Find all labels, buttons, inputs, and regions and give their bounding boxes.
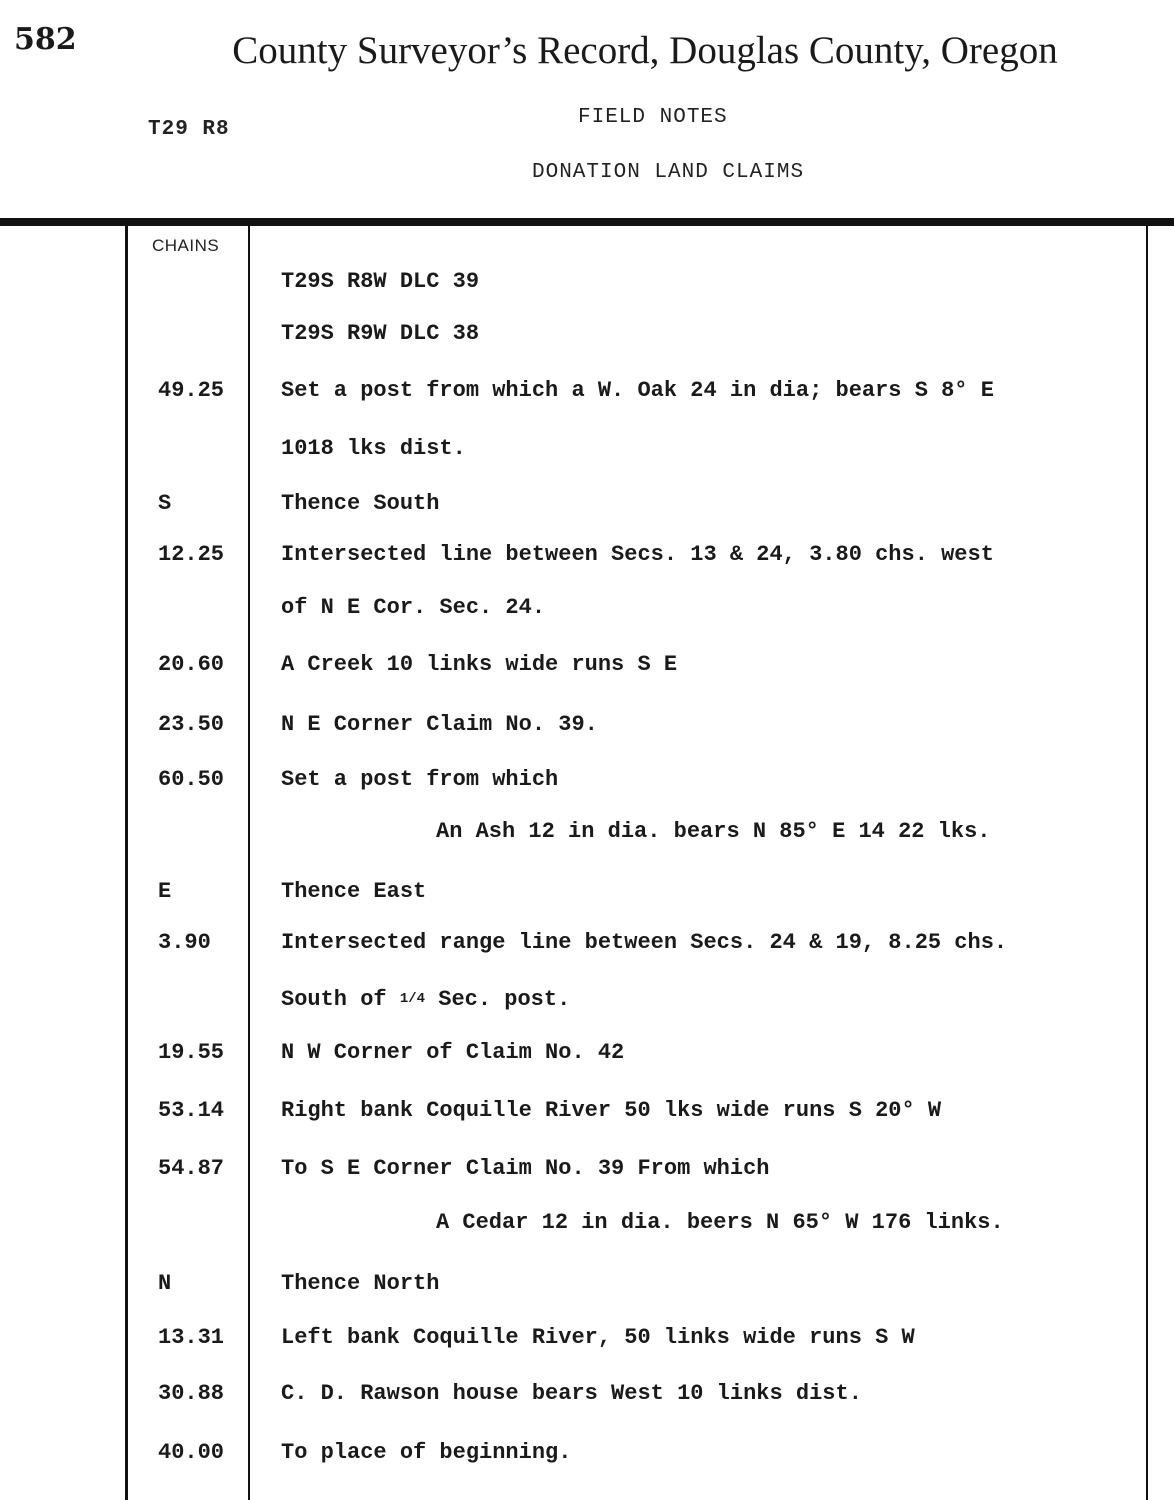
note-cell: T29S R8W DLC 39	[281, 269, 480, 294]
note-cell: To place of beginning.	[281, 1440, 572, 1465]
chains-cell: N	[158, 1271, 172, 1296]
note-text: South of	[281, 987, 400, 1012]
chains-cell: 23.50	[158, 712, 225, 737]
note-cell	[281, 989, 570, 1011]
chains-cell: 30.88	[158, 1381, 225, 1406]
table-left-border	[125, 226, 128, 1500]
note-cell: A Creek 10 links wide runs S E	[281, 652, 678, 677]
table-column-divider	[248, 226, 250, 1500]
note-cell: To S E Corner Claim No. 39 From which	[281, 1156, 770, 1181]
note-cell: N W Corner of Claim No. 42	[281, 1040, 625, 1065]
chains-cell: 12.25	[158, 542, 225, 567]
note-cell: T29S R9W DLC 38	[281, 321, 480, 346]
note-cell: Intersected range line between Secs. 24 & 19, 8.25 chs.	[281, 930, 1008, 955]
chains-cell: 19.55	[158, 1040, 225, 1065]
chains-cell: 20.60	[158, 652, 225, 677]
donation-land-claims-heading: DONATION LAND CLAIMS	[532, 161, 805, 184]
note-cell: 1018 lks dist.	[281, 436, 466, 461]
note-cell: Left bank Coquille River, 50 links wide runs S W	[281, 1325, 915, 1350]
note-cell: of N E Cor. Sec. 24.	[281, 595, 546, 620]
chains-cell: 49.25	[158, 378, 225, 403]
note-cell: An Ash 12 in dia. bears N 85° E 14 22 lks.	[436, 819, 991, 844]
note-text: Sec. post.	[425, 987, 571, 1012]
table-right-border	[1146, 226, 1148, 1500]
note-cell: Thence South	[281, 491, 440, 516]
page-title: County Surveyor’s Record, Douglas County, Oregon	[232, 29, 1058, 72]
page-number: 582	[14, 22, 77, 57]
note-cell: Right bank Coquille River 50 lks wide runs S 20° W	[281, 1098, 942, 1123]
field-notes-heading: FIELD NOTES	[578, 106, 728, 129]
note-cell: Set a post from which a W. Oak 24 in dia; bears S 8° E	[281, 378, 994, 403]
note-cell: C. D. Rawson house bears West 10 links dist.	[281, 1381, 862, 1406]
note-cell: Intersected line between Secs. 13 & 24, 3.80 chs. west	[281, 542, 994, 567]
quarter-fraction: 1/4	[399, 991, 426, 1008]
chains-column-label: CHAINS	[152, 236, 220, 255]
note-cell: Thence North	[281, 1271, 440, 1296]
chains-cell: E	[158, 879, 172, 904]
chains-cell: 60.50	[158, 767, 225, 792]
township-range-label: T29 R8	[148, 118, 230, 141]
chains-cell: 3.90	[158, 930, 211, 955]
note-cell: A Cedar 12 in dia. beers N 65° W 176 links.	[436, 1210, 1004, 1235]
chains-cell: 13.31	[158, 1325, 225, 1350]
note-cell: Set a post from which	[281, 767, 559, 792]
chains-cell: 53.14	[158, 1098, 225, 1123]
note-cell: N E Corner Claim No. 39.	[281, 712, 598, 737]
top-rule	[0, 218, 1174, 226]
chains-cell: S	[158, 491, 172, 516]
chains-cell: 54.87	[158, 1156, 225, 1181]
note-cell: Thence East	[281, 879, 427, 904]
chains-cell: 40.00	[158, 1440, 225, 1465]
